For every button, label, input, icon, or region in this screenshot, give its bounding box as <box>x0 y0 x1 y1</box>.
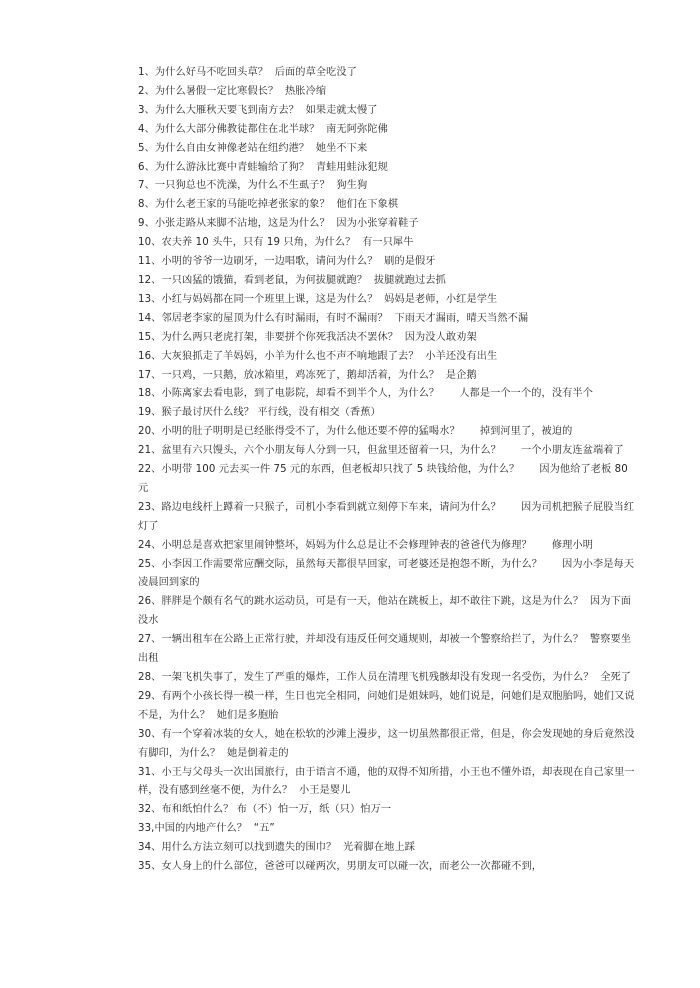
riddle-item: 1、为什么好马不吃回头草？ 后面的草全吃没了 <box>138 67 358 78</box>
riddle-item: 26、胖胖是个颇有名气的跳水运动员，可是有一天，他站在跳板上，却不敢往下跳，这是为什么？ 因为下面没水 <box>138 596 632 627</box>
riddle-item: 20、小明的肚子明明是已经胀得受不了，为什么他还要不停的猛喝水？ 掉到河里了，被迫的 <box>138 426 573 438</box>
riddle-item: 18、小陈离家去看电影，到了电影院，却看不到半个人，为什么？ 人都是一个一个的，没有半个 <box>138 388 593 400</box>
riddle-item: 8、为什么老王家的马能吃掉老张家的象？ 他们在下象棋 <box>138 199 399 211</box>
riddle-item: 29、有两个小孩长得一模一样，生日也完全相同，问她们是姐妹吗，她们说是，问她们是双胞胎吗，她们又说不是，为什么？ 她们是多胞胎 <box>138 690 635 721</box>
riddle-item: 16、大灰狼抓走了羊妈妈，小羊为什么也不声不响地跟了去？ 小羊还没有出生 <box>138 350 498 362</box>
riddle-item: 19、猴子最讨厌什么线？ 平行线，没有相交（香蕉） <box>138 407 381 419</box>
riddle-item: 14、邻居老李家的屋顶为什么有时漏雨，有时不漏雨？ 下雨天才漏雨，晴天当然不漏 <box>138 312 529 324</box>
riddle-item: 4、为什么大部分佛教徒都住在北半球？ 南无阿弥陀佛 <box>138 123 388 135</box>
riddle-item: 23、路边电线杆上蹲着一只猴子，司机小李看到就立刻停下车来，请问为什么？ 因为司机把猴子屁股当红灯了 <box>138 501 635 532</box>
riddle-item: 15、为什么两只老虎打架，非要拼个你死我活决不罢休？ 因为没人敢劝架 <box>138 331 477 343</box>
riddle-list <box>138 64 640 877</box>
riddle-item: 12、一只凶猛的饿猫，看到老鼠，为何拔腿就跑？ 拔腿就跑过去抓 <box>138 274 446 286</box>
riddle-item: 30、有一个穿着冰装的女人，她在松软的沙滩上漫步，这一切虽然都很正常，但是，你会发现她的身后竟然没有脚印，为什么？ 她是倒着走的 <box>138 728 635 759</box>
riddle-item: 13、小红与妈妈都在同一个班里上课，这是为什么？ 妈妈是老师，小红是学生 <box>138 293 498 305</box>
riddle-item: 9、小张走路从来脚不沾地，这是为什么？ 因为小张穿着鞋子 <box>138 218 419 230</box>
riddle-item: 34、用什么方法立刻可以找到遗失的围巾？ 光着脚在地上踩 <box>138 842 416 854</box>
riddle-item: 28、一架飞机失事了，发生了严重的爆炸，工作人员在清理飞机残骸却没有发现一名受伤，为什么？ 全死了 <box>138 672 632 683</box>
riddle-item: 21、盆里有六只馒头，六个小朋友每人分到一只，但盆里还留着一只，为什么？ 一个小朋友连盆端着了 <box>138 445 624 457</box>
riddle-item: 10、农夫养 10 头牛，只有 19 只角，为什么？ 有一只犀牛 <box>138 237 414 249</box>
riddle-item: 22、小明带 100 元去买一件 75 元的东西，但老板却只找了 5 块钱给他，为什么？ 因为他给了老板 80 元 <box>138 464 632 494</box>
riddle-item: 32、布和纸怕什么？ 布（不）怕一万，纸（只）怕万一 <box>138 804 392 816</box>
riddle-item: 7、一只狗总也不洗澡，为什么不生虱子？ 狗生狗 <box>138 180 368 192</box>
riddle-item: 27、一辆出租车在公路上正常行驶，并却没有违反任何交通规则，却被一个警察给拦了，为什么？ 警察要坐出租 <box>138 634 632 665</box>
riddle-item: 11、小明的爷爷一边刷牙，一边唱歌，请问为什么？ 刷的是假牙 <box>138 256 436 268</box>
riddle-item: 24、小明总是喜欢把家里闹钟整坏，妈妈为什么总是让不会修理钟表的爸爸代为修理？ 修理小明 <box>138 539 593 551</box>
riddle-item: 2、为什么暑假一定比寒假长？ 热胀冷缩 <box>138 85 327 97</box>
riddle-item: 17、一只鸡，一只鹅，放冰箱里，鸡冻死了，鹅却活着，为什么？ 是企鹅 <box>138 369 477 381</box>
riddle-item: 31、小王与父母头一次出国旅行，由于语言不通，他的双得不知所措，小王也不懂外语，却表现在自己家里一样，没有感到丝毫不便，为什么？ 小王是婴儿 <box>138 766 635 797</box>
riddle-item: 35、女人身上的什么部位，爸爸可以碰两次，男朋友可以碰一次，而老公一次都碰不到， <box>138 861 543 873</box>
riddle-item: 5、为什么自由女神像老站在纽约港？ 她坐不下来 <box>138 142 368 154</box>
riddle-item: 3、为什么大雁秋天要飞到南方去？ 如果走就太慢了 <box>138 104 378 116</box>
riddle-item: 33,中国的内地产什么？ “五” <box>138 823 275 835</box>
riddle-item: 6、为什么游泳比赛中青蛙输给了狗？ 青蛙用蛙泳犯规 <box>138 161 388 173</box>
riddle-item: 25、小李因工作需要常应酬交际，虽然每天都很早回家，可老婆还是抱怨不断，为什么？ 因为小李是每天凌晨回到家的 <box>138 558 635 589</box>
